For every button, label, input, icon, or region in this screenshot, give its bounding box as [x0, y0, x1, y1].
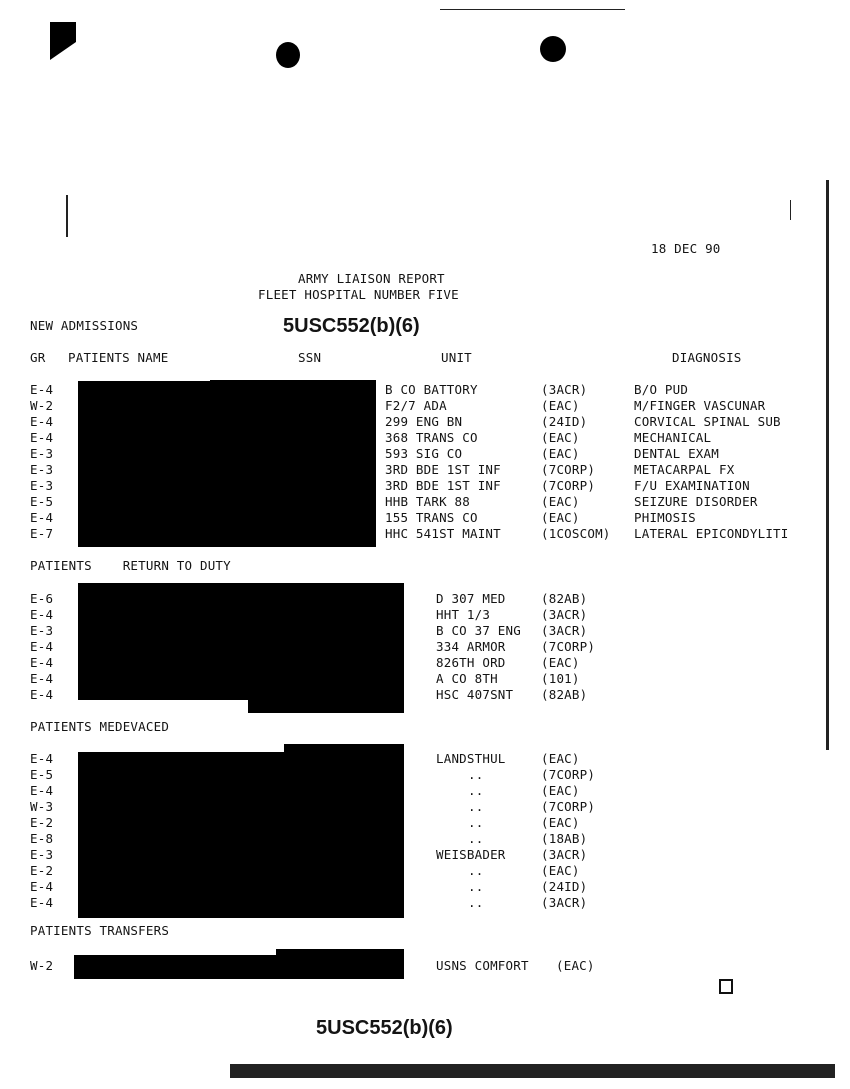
- punch-hole-right: [540, 36, 566, 62]
- admission-unit: 155 TRANS CO: [385, 510, 478, 525]
- return-to-duty-unit: 826TH ORD: [436, 655, 506, 670]
- admission-unit-code: (1COSCOM): [541, 526, 611, 541]
- medevac-grade: E-4: [30, 895, 54, 910]
- medevac-grade: E-8: [30, 831, 54, 846]
- return-to-duty-unit: D 307 MED: [436, 591, 506, 606]
- admission-grade: E-3: [30, 446, 54, 461]
- admission-grade: E-4: [30, 510, 54, 525]
- return-to-duty-unit-code: (82AB): [541, 687, 588, 702]
- admission-unit: B CO BATTORY: [385, 382, 478, 397]
- return-to-duty-unit-code: (3ACR): [541, 623, 588, 638]
- admission-grade: E-3: [30, 478, 54, 493]
- admission-grade: E-4: [30, 382, 54, 397]
- transfer-unit-code: (EAC): [556, 958, 595, 973]
- return-to-duty-unit-code: (EAC): [541, 655, 580, 670]
- admission-diagnosis: SEIZURE DISORDER: [634, 494, 758, 509]
- return-to-duty-grade: E-4: [30, 607, 54, 622]
- admission-grade: E-4: [30, 414, 54, 429]
- scan-blot-topleft: [50, 22, 76, 60]
- return-to-duty-unit: HHT 1/3: [436, 607, 491, 622]
- admission-diagnosis: LATERAL EPICONDYLITI: [634, 526, 789, 541]
- medevac-unit-code: (EAC): [541, 863, 580, 878]
- redaction-block-transfers: [74, 955, 404, 979]
- return-to-duty-unit-code: (7CORP): [541, 639, 596, 654]
- admission-unit-code: (7CORP): [541, 478, 596, 493]
- return-to-duty-unit: A CO 8TH: [436, 671, 498, 686]
- admission-unit: 593 SIG CO: [385, 446, 463, 461]
- return-to-duty-unit: B CO 37 ENG: [436, 623, 521, 638]
- section-title-medevaced: PATIENTS MEDEVACED: [30, 719, 170, 734]
- medevac-grade: E-3: [30, 847, 54, 862]
- column-header-gr: GR: [30, 350, 46, 365]
- medevac-unit-code: (3ACR): [541, 895, 588, 910]
- column-header-unit: UNIT: [441, 350, 472, 365]
- right-margin-mark: [790, 200, 791, 220]
- admission-diagnosis: MECHANICAL: [634, 430, 712, 445]
- redaction-block-medevaced-top: [284, 744, 404, 754]
- medevac-grade: E-2: [30, 863, 54, 878]
- return-to-duty-grade: E-4: [30, 671, 54, 686]
- medevac-destination: ..: [468, 831, 484, 846]
- medevac-destination: ..: [468, 879, 484, 894]
- return-to-duty-grade: E-4: [30, 655, 54, 670]
- section-title-transfers: PATIENTS TRANSFERS: [30, 923, 170, 938]
- redaction-block-medevaced: [78, 752, 404, 918]
- redaction-block-admissions: [78, 381, 376, 547]
- admission-unit-code: (EAC): [541, 510, 580, 525]
- medevac-grade: E-4: [30, 751, 54, 766]
- column-header-diagnosis: DIAGNOSIS: [672, 350, 742, 365]
- admission-grade: E-3: [30, 462, 54, 477]
- medevac-unit-code: (EAC): [541, 815, 580, 830]
- column-header-ssn: SSN: [298, 350, 322, 365]
- return-to-duty-grade: E-4: [30, 687, 54, 702]
- admission-diagnosis: CORVICAL SPINAL SUB: [634, 414, 781, 429]
- medevac-destination: ..: [468, 815, 484, 830]
- admission-diagnosis: F/U EXAMINATION: [634, 478, 750, 493]
- medevac-grade: W-3: [30, 799, 54, 814]
- return-to-duty-grade: E-6: [30, 591, 54, 606]
- section-title-return-to-duty: PATIENTS RETURN TO DUTY: [30, 558, 231, 573]
- return-to-duty-grade: E-3: [30, 623, 54, 638]
- admission-diagnosis: PHIMOSIS: [634, 510, 696, 525]
- medevac-destination: ..: [468, 783, 484, 798]
- medevac-unit-code: (7CORP): [541, 799, 596, 814]
- medevac-destination: LANDSTHUL: [436, 751, 506, 766]
- admission-unit: 3RD BDE 1ST INF: [385, 462, 501, 477]
- medevac-destination: ..: [468, 863, 484, 878]
- medevac-unit-code: (EAC): [541, 783, 580, 798]
- admission-unit: F2/7 ADA: [385, 398, 447, 413]
- admission-unit-code: (7CORP): [541, 462, 596, 477]
- return-to-duty-unit-code: (3ACR): [541, 607, 588, 622]
- medevac-grade: E-4: [30, 879, 54, 894]
- return-to-duty-grade: E-4: [30, 639, 54, 654]
- return-to-duty-unit-code: (82AB): [541, 591, 588, 606]
- left-margin-mark: [66, 195, 68, 237]
- return-to-duty-unit: HSC 407SNT: [436, 687, 514, 702]
- admission-diagnosis: METACARPAL FX: [634, 462, 735, 477]
- admission-unit: HHB TARK 88: [385, 494, 470, 509]
- section-title-new-admissions: NEW ADMISSIONS: [30, 318, 139, 333]
- admission-unit-code: (3ACR): [541, 382, 588, 397]
- medevac-unit-code: (7CORP): [541, 767, 596, 782]
- medevac-destination: ..: [468, 767, 484, 782]
- return-to-duty-unit-code: (101): [541, 671, 580, 686]
- transfer-destination: USNS COMFORT: [436, 958, 529, 973]
- transfer-grade: W-2: [30, 958, 54, 973]
- admission-diagnosis: B/O PUD: [634, 382, 689, 397]
- medevac-unit-code: (3ACR): [541, 847, 588, 862]
- report-title: ARMY LIAISON REPORT: [298, 271, 445, 286]
- redaction-block-return-to-duty-tail: [248, 698, 404, 713]
- redaction-block-transfers-top: [276, 949, 404, 957]
- admission-unit: 299 ENG BN: [385, 414, 463, 429]
- report-date: 18 DEC 90: [651, 241, 721, 256]
- admission-diagnosis: M/FINGER VASCUNAR: [634, 398, 766, 413]
- redaction-block-return-to-duty: [78, 583, 404, 700]
- medevac-grade: E-5: [30, 767, 54, 782]
- admission-grade: E-4: [30, 430, 54, 445]
- top-scan-line: [440, 9, 625, 10]
- admission-unit: 368 TRANS CO: [385, 430, 478, 445]
- admission-unit-code: (24ID): [541, 414, 588, 429]
- exemption-stamp-bottom: 5USC552(b)(6): [316, 1017, 453, 1039]
- admission-grade: E-5: [30, 494, 54, 509]
- medevac-unit-code: (EAC): [541, 751, 580, 766]
- right-edge-line: [826, 180, 829, 750]
- medevac-destination: WEISBADER: [436, 847, 506, 862]
- checkbox-mark: [719, 979, 733, 994]
- medevac-destination: ..: [468, 895, 484, 910]
- hospital-name: FLEET HOSPITAL NUMBER FIVE: [258, 287, 459, 302]
- medevac-grade: E-2: [30, 815, 54, 830]
- admission-unit-code: (EAC): [541, 494, 580, 509]
- medevac-grade: E-4: [30, 783, 54, 798]
- exemption-stamp-top: 5USC552(b)(6): [283, 315, 420, 337]
- admission-unit: HHC 541ST MAINT: [385, 526, 501, 541]
- admission-diagnosis: DENTAL EXAM: [634, 446, 719, 461]
- admission-unit-code: (EAC): [541, 430, 580, 445]
- admission-grade: E-7: [30, 526, 54, 541]
- bottom-scan-bar: [230, 1064, 835, 1078]
- medevac-unit-code: (18AB): [541, 831, 588, 846]
- admission-grade: W-2: [30, 398, 54, 413]
- column-header-name: PATIENTS NAME: [68, 350, 169, 365]
- medevac-unit-code: (24ID): [541, 879, 588, 894]
- admission-unit: 3RD BDE 1ST INF: [385, 478, 501, 493]
- punch-hole-left: [276, 42, 300, 68]
- return-to-duty-unit: 334 ARMOR: [436, 639, 506, 654]
- admission-unit-code: (EAC): [541, 446, 580, 461]
- medevac-destination: ..: [468, 799, 484, 814]
- admission-unit-code: (EAC): [541, 398, 580, 413]
- redaction-block-admissions-top: [210, 380, 376, 384]
